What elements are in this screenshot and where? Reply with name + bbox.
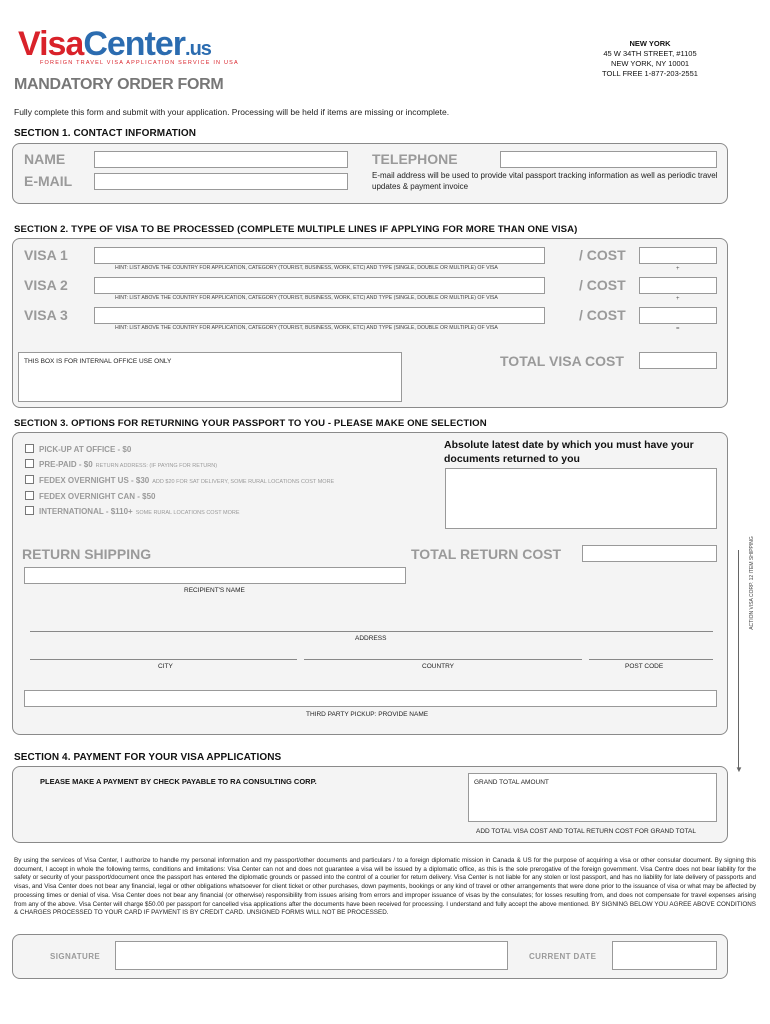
address-label: ADDRESS [355, 635, 387, 642]
name-label: NAME [24, 151, 66, 167]
visa1-label: VISA 1 [24, 247, 68, 263]
telephone-field[interactable] [500, 151, 717, 168]
address-line[interactable] [30, 631, 713, 632]
visa2-field[interactable] [94, 277, 545, 294]
fedex-us-option [39, 476, 334, 485]
address-city: NEW YORK [629, 39, 671, 48]
third-party-label: THIRD PARTY PICKUP: PROVIDE NAME [306, 711, 429, 718]
prepaid-label: PRE-PAID - $0 [39, 460, 93, 469]
address-block [560, 39, 740, 79]
visa2-hint: HINT: LIST ABOVE THE COUNTRY FOR APPLICATION, CATEGORY (TOURIST, BUSINESS, WORK, ETC) AND TYPE (SINGLE, DOUBLE OR MULTIPLE) OF VISA [115, 295, 498, 301]
visa1-cost-field[interactable] [639, 247, 717, 264]
address-tollfree: TOLL FREE 1-877-203-2551 [602, 69, 698, 78]
international-label: INTERNATIONAL - $110+ [39, 507, 133, 516]
side-note: ACTION VISA CORP. 12 ITEM SHIPPING [749, 536, 755, 630]
visa3-cost-label: / COST [579, 307, 626, 323]
visa3-label: VISA 3 [24, 307, 68, 323]
latest-date-field[interactable] [445, 468, 717, 529]
prepaid-option [39, 460, 217, 469]
fedex-can-checkbox[interactable] [25, 491, 34, 500]
latest-date-title: Absolute latest date by which you must have your documents returned to you [444, 439, 694, 465]
page-title: MANDATORY ORDER FORM [14, 76, 224, 93]
name-field[interactable] [94, 151, 348, 168]
check-note: PLEASE MAKE A PAYMENT BY CHECK PAYABLE TO RA CONSULTING CORP. [40, 777, 317, 786]
logo-tagline: FOREIGN TRAVEL VISA APPLICATION SERVICE IN USA [40, 60, 239, 66]
total-return-cost-field[interactable] [582, 545, 717, 562]
visa1-cost-label: / COST [579, 247, 626, 263]
visa1-hint: HINT: LIST ABOVE THE COUNTRY FOR APPLICATION, CATEGORY (TOURIST, BUSINESS, WORK, ETC) AND TYPE (SINGLE, DOUBLE OR MULTIPLE) OF VISA [115, 265, 498, 271]
post-code-label: POST CODE [625, 663, 664, 670]
side-arrow-line [738, 550, 739, 770]
logo-visa: Visa [18, 25, 84, 63]
address-citystate: NEW YORK, NY 10001 [610, 59, 690, 68]
current-date-label: CURRENT DATE [529, 952, 597, 961]
email-label: E-MAIL [24, 173, 73, 189]
total-visa-cost-field[interactable] [639, 352, 717, 369]
fedex-us-note: ADD $20 FOR SAT DELIVERY, SOME RURAL LOCATIONS COST MORE [152, 479, 335, 485]
section1-heading: SECTION 1. CONTACT INFORMATION [14, 128, 197, 139]
visa3-field[interactable] [94, 307, 545, 324]
total-visa-cost-label: TOTAL VISA COST [500, 353, 624, 369]
pickup-label: PICK-UP AT OFFICE - $0 [39, 445, 132, 454]
international-option [39, 507, 240, 516]
city-label: CITY [158, 663, 173, 670]
country-label: COUNTRY [422, 663, 455, 670]
recipient-name-field[interactable] [24, 567, 406, 584]
visa3-hint: HINT: LIST ABOVE THE COUNTRY FOR APPLICATION, CATEGORY (TOURIST, BUSINESS, WORK, ETC) AND TYPE (SINGLE, DOUBLE OR MULTIPLE) OF VISA [115, 325, 498, 331]
visa1-plus: + [676, 266, 680, 272]
signature-label: SIGNATURE [50, 952, 101, 961]
visa2-cost-label: / COST [579, 277, 626, 293]
telephone-label: TELEPHONE [372, 151, 458, 167]
pickup-checkbox[interactable] [25, 444, 34, 453]
visa2-cost-field[interactable] [639, 277, 717, 294]
address-street: 45 W 34TH STREET, #1105 [603, 49, 697, 58]
visa1-field[interactable] [94, 247, 545, 264]
prepaid-note: RETURN ADDRESS: (IF PAYING FOR RETURN) [95, 463, 218, 469]
third-party-field[interactable] [24, 690, 717, 707]
fedex-can-option [39, 492, 155, 501]
section3-heading: SECTION 3. OPTIONS FOR RETURNING YOUR PASSPORT TO YOU - PLEASE MAKE ONE SELECTION [14, 418, 487, 429]
fedex-can-label: FEDEX OVERNIGHT CAN - $50 [39, 492, 156, 501]
international-checkbox[interactable] [25, 506, 34, 515]
fedex-us-checkbox[interactable] [25, 475, 34, 484]
return-shipping-label: RETURN SHIPPING [22, 546, 152, 562]
visa2-label: VISA 2 [24, 277, 68, 293]
total-return-cost-label: TOTAL RETURN COST [411, 546, 562, 562]
international-note: SOME RURAL LOCATIONS COST MORE [135, 510, 240, 516]
email-field[interactable] [94, 173, 348, 190]
recipient-name-label: RECIPIENT'S NAME [184, 587, 245, 594]
intro-text: Fully complete this form and submit with your application. Processing will be held if items are missing or incomplete. [14, 107, 450, 117]
current-date-field[interactable] [612, 941, 717, 970]
fedex-us-label: FEDEX OVERNIGHT US - $30 [39, 476, 150, 485]
visa3-equals: = [676, 326, 680, 332]
logo-center: Center [83, 25, 186, 63]
office-use-label: THIS BOX IS FOR INTERNAL OFFICE USE ONLY [24, 358, 172, 365]
prepaid-checkbox[interactable] [25, 459, 34, 468]
post-code-line[interactable] [589, 659, 713, 660]
country-line[interactable] [304, 659, 582, 660]
city-line[interactable] [30, 659, 297, 660]
grand-total-label: GRAND TOTAL AMOUNT [474, 779, 549, 786]
visa3-cost-field[interactable] [639, 307, 717, 324]
section4-heading: SECTION 4. PAYMENT FOR YOUR VISA APPLICATIONS [14, 752, 282, 763]
signature-field[interactable] [115, 941, 508, 970]
email-note: E-mail address will be used to provide vital passport tracking information as well as periodic travel updates & payment invoice [372, 171, 718, 191]
grand-total-note: ADD TOTAL VISA COST AND TOTAL RETURN COST FOR GRAND TOTAL [476, 828, 696, 835]
visa2-plus: + [676, 296, 680, 302]
logo [18, 26, 288, 68]
side-arrow-head-icon: ▼ [735, 765, 743, 774]
legal-text: By using the services of Visa Center, I authorize to handle my personal information and my passport/other documents and particulars / to a foreign diplomatic mission in Canada & US for the purpose of acquiring a visa or other consular document. By signing this document, I accept in whole the following terms, conditions and limitations: Visa Center can not and does not guarantee a visa will be issued by a diplomatic office, as this is the sole prerogative of the foreign government. Visa Centre does not bear liability for the safety or security of your passport/document once the passport has entered the diplomatic grounds or passed into the control of a courier for return delivery. Visa Center is not liable for any stolen or lost passport, and has no liability for late delivery of passports and visas, and Visa Center does not bear any financial, legal or other obligations whatsoever for client ticket or other purchases, down payments, bookings or any kind of travel or other arrangements that were done prior to the issuance of visa or what may be affected by processing times or denial of visa. Visa Center does not bear any financial (or otherwise) responsibility from issues arising from errors and improper issuance of visas by the consulates; for losses resulting from, and does not compensate for travel expenses arising from any of the above. Visa Center will charge $50.00 per passport for cancelled visa applications after the documents have been received for processing. I understand and fully accept the above mentioned. BY SIGNING BELOW YOU AGREE ABOVE CONDITIONS & CHARGES PROCESSED TO YOUR CARD IF PAYMENT IS BY CREDIT CARD. UNSIGNED FORMS WILL NOT BE PROCESSED. [14, 857, 756, 917]
logo-us: .us [185, 38, 211, 60]
pickup-option [39, 445, 131, 454]
section2-heading: SECTION 2. TYPE OF VISA TO BE PROCESSED (COMPLETE MULTIPLE LINES IF APPLYING FOR MORE THAN ONE VISA) [14, 224, 578, 235]
